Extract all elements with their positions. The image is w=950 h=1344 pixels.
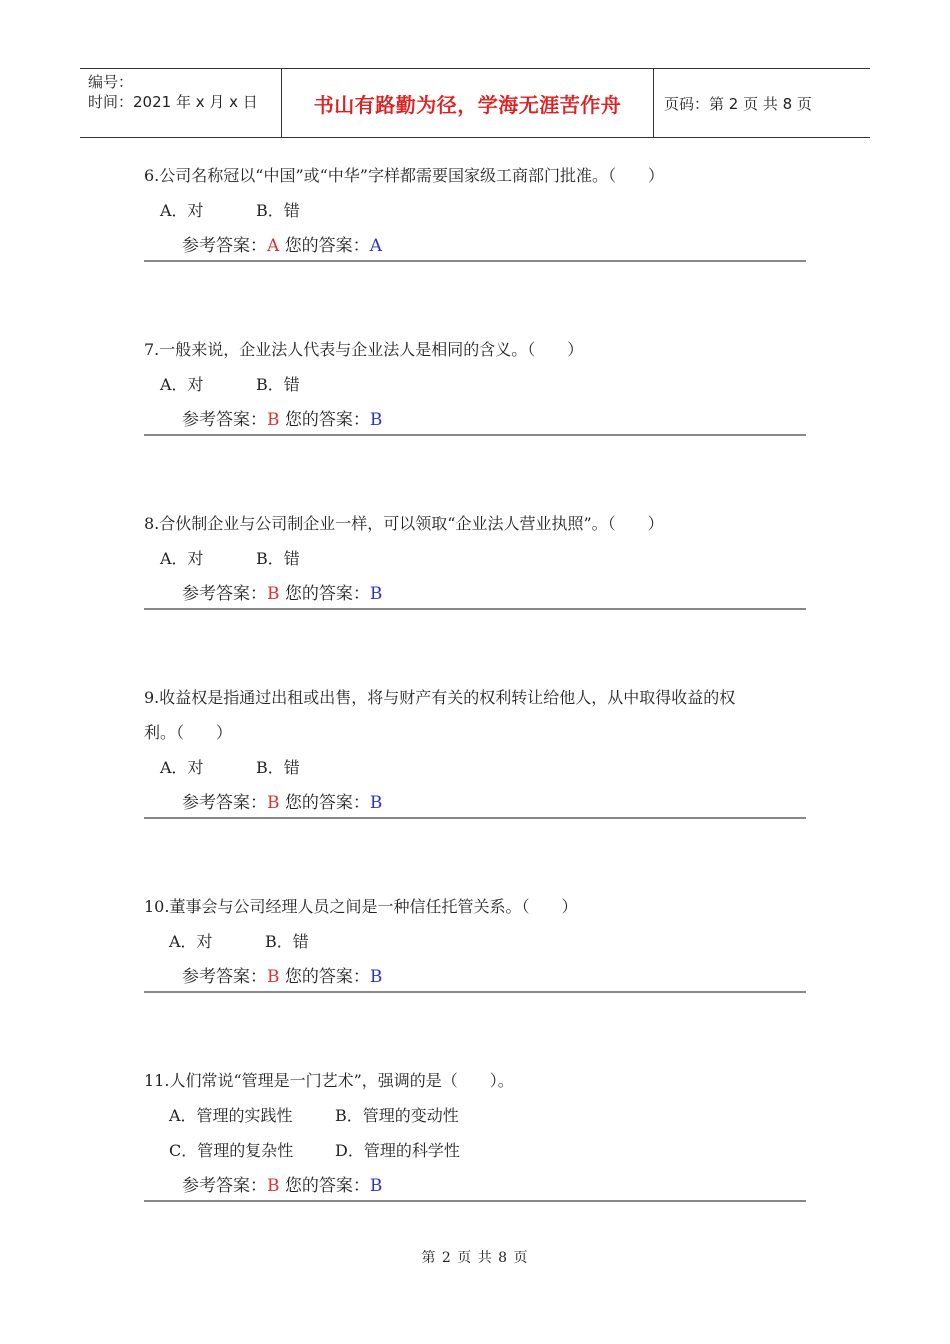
question-stem: 6.公司名称冠以“中国”或“中华”字样都需要国家级工商部门批准。（ ） [144, 166, 664, 185]
question-options [144, 375, 806, 410]
your-answer: B [369, 967, 383, 987]
question-stem-continued: 利。（ ） [144, 723, 233, 742]
question-7 [144, 340, 806, 432]
your-answer-label: 您的答案： [284, 793, 370, 813]
option-a: A．对 [169, 932, 213, 951]
reference-answer: B [267, 793, 280, 813]
reference-answer: B [267, 1176, 280, 1196]
your-answer-label: 您的答案： [284, 1176, 370, 1196]
your-answer: B [369, 793, 383, 813]
answer-row [144, 410, 806, 432]
question-options [144, 1106, 806, 1141]
answer-divider [144, 260, 806, 262]
question-stem: 7.一般来说，企业法人代表与企业法人是相同的含义。（ ） [144, 340, 584, 359]
answer-divider [144, 608, 806, 610]
answer-divider [144, 1200, 806, 1202]
your-answer-label: 您的答案： [284, 584, 370, 604]
option-c: C．管理的复杂性 [169, 1141, 294, 1160]
question-stem: 9.收益权是指通过出租或出售，将与财产有关的权利转让给他人，从中取得收益的权 [144, 688, 736, 707]
question-10 [144, 897, 806, 989]
answer-row [144, 236, 806, 258]
reference-answer-label: 参考答案： [182, 1176, 267, 1196]
your-answer: B [369, 584, 383, 604]
question-stem: 10.董事会与公司经理人员之间是一种信任托管关系。（ ） [144, 897, 578, 916]
answer-row [144, 1176, 806, 1198]
reference-answer-label: 参考答案： [182, 410, 267, 430]
option-a: A．对 [160, 375, 204, 394]
option-b: B．错 [265, 932, 309, 951]
option-b: B．管理的变动性 [335, 1106, 459, 1125]
your-answer: B [369, 1176, 383, 1196]
question-9 [144, 688, 806, 815]
question-options [144, 549, 806, 584]
question-options [144, 201, 806, 236]
answer-divider [144, 434, 806, 436]
option-b: B．错 [256, 549, 300, 568]
answer-row [144, 793, 806, 815]
your-answer: A [369, 236, 382, 256]
option-a: A．对 [160, 758, 204, 777]
question-6 [144, 166, 806, 258]
page-header [80, 68, 870, 138]
number-label: 编号： [88, 73, 134, 91]
page-footer: 第 2 页 共 8 页 [421, 1250, 529, 1266]
reference-answer-label: 参考答案： [182, 793, 267, 813]
your-answer-label: 您的答案： [284, 236, 370, 256]
option-b: B．错 [256, 201, 300, 220]
reference-answer: B [267, 410, 280, 430]
reference-answer-label: 参考答案： [182, 236, 267, 256]
question-stem: 8.合伙制企业与公司制企业一样，可以领取“企业法人营业执照”。（ ） [144, 514, 664, 533]
option-a: A．对 [160, 201, 204, 220]
reference-answer-label: 参考答案： [182, 584, 267, 604]
option-d: D．管理的科学性 [335, 1141, 460, 1160]
answer-row [144, 584, 806, 606]
question-stem: 11.人们常说“管理是一门艺术”，强调的是（ ）。 [144, 1071, 514, 1090]
question-options [144, 932, 806, 967]
time-label: 时间：2021 年 x 月 x 日 [88, 93, 258, 111]
reference-answer: A [267, 236, 280, 256]
reference-answer: B [267, 967, 280, 987]
your-answer: B [369, 410, 383, 430]
option-b: B．错 [256, 758, 300, 777]
page-info: 页码：第 2 页 共 8 页 [664, 94, 812, 113]
option-a: A．管理的实践性 [169, 1106, 293, 1125]
reference-answer: B [267, 584, 280, 604]
question-options [144, 1141, 806, 1176]
answer-row [144, 967, 806, 989]
header-info [80, 69, 282, 137]
answer-divider [144, 817, 806, 819]
answer-divider [144, 991, 806, 993]
reference-answer-label: 参考答案： [182, 967, 267, 987]
option-a: A．对 [160, 549, 204, 568]
question-options [144, 758, 806, 793]
question-8 [144, 514, 806, 606]
your-answer-label: 您的答案： [284, 410, 370, 430]
option-b: B．错 [256, 375, 300, 394]
your-answer-label: 您的答案： [284, 967, 370, 987]
question-11 [144, 1071, 806, 1198]
motto: 书山有路勤为径，学海无涯苦作舟 [282, 69, 654, 137]
